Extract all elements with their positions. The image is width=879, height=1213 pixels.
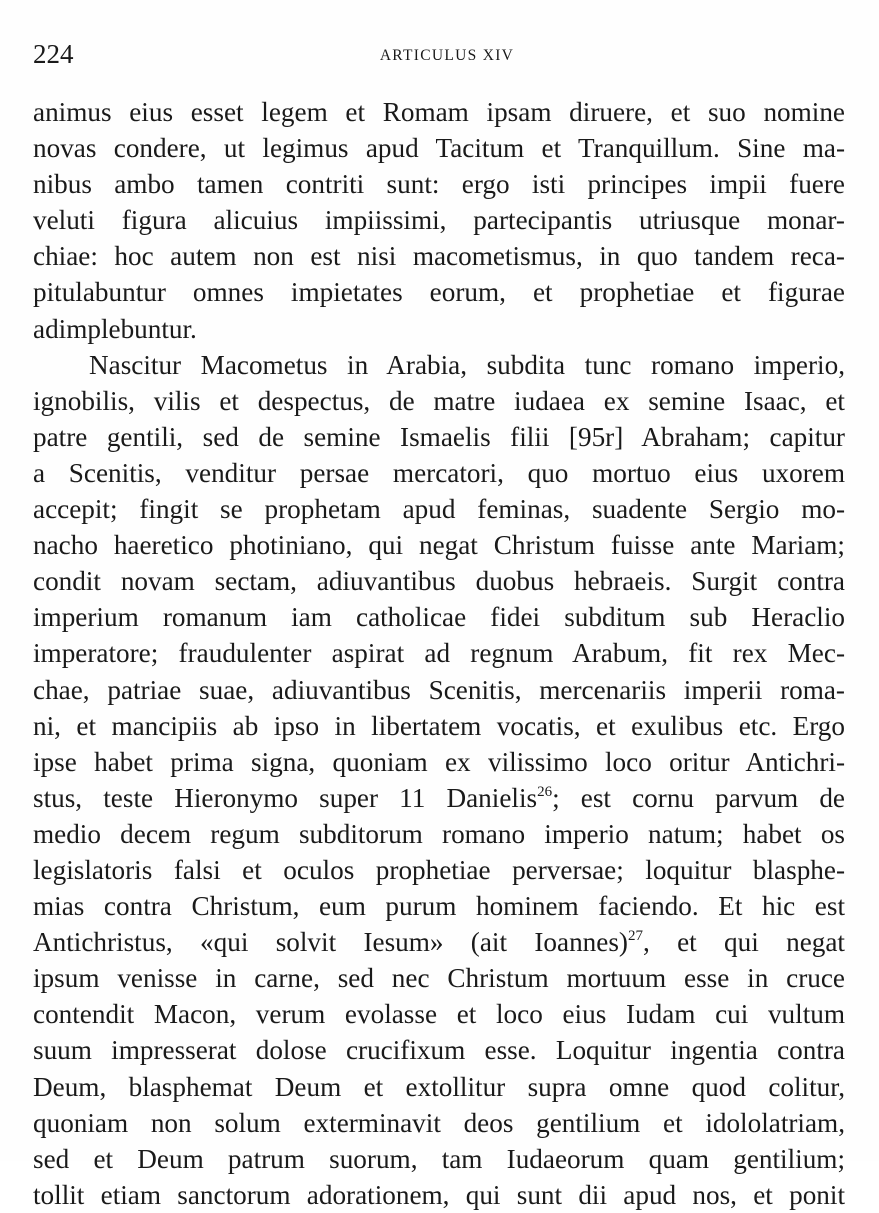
- text-line: Antichristus, «qui solvit Iesum» (ait Ioannes)$^{27}$, et qui negat: [33, 927, 845, 958]
- text-line: ipse habet prima signa, quoniam ex vilissimo loco oritur Antichri-: [33, 746, 845, 777]
- text-line: stus, teste Hieronymo super 11 Danielis$^{26}$; est cornu parvum de: [33, 782, 845, 813]
- text-line: imperatore; fraudulenter aspirat ad regnum Arabum, fit rex Mec-: [33, 638, 845, 669]
- text-line: veluti figura alicuius impiissimi, partecipantis utriusque monar-: [33, 205, 845, 236]
- text-line: novas condere, ut legimus apud Tacitum et Tranquillum. Sine ma-: [33, 133, 845, 164]
- text-line: ni, et mancipiis ab ipso in libertatem vocatis, et exulibus etc. Ergo: [33, 710, 845, 741]
- text-line: nacho haeretico photiniano, qui negat Christum fuisse ante Mariam;: [33, 530, 845, 561]
- text-line: imperium romanum iam catholicae fidei subditum sub Heraclio: [33, 602, 845, 633]
- text-line: quoniam non solum exterminavit deos gentilium et idololatriam,: [33, 1107, 845, 1138]
- text-line: medio decem regum subditorum romano imperio natum; habet os: [33, 818, 845, 849]
- text-line: chae, patriae suae, adiuvantibus Scenitis, mercenariis imperii roma-: [33, 674, 845, 705]
- text-line: sed et Deum patrum suorum, tam Iudaeorum quam gentilium;: [33, 1143, 845, 1174]
- text-line: animus eius esset legem et Romam ipsam diruere, et suo nomine: [33, 97, 845, 127]
- page-header: [33, 37, 845, 77]
- text-line: Deum, blasphemat Deum et extollitur supra omne quod colitur,: [33, 1071, 845, 1102]
- text-line: legislatoris falsi et oculos prophetiae perversae; loquitur blasphe-: [33, 854, 845, 885]
- text-line: a Scenitis, venditur persae mercatori, quo mortuo eius uxorem: [33, 457, 845, 488]
- body-text: [33, 94, 845, 1213]
- text-line: nibus ambo tamen contriti sunt: ergo isti principes impii fuere: [33, 169, 845, 200]
- text-line: ipsum venisse in carne, sed nec Christum mortuum esse in cruce: [33, 963, 845, 994]
- text-line: ignobilis, vilis et despectus, de matre iudaea ex semine Isaac, et: [33, 385, 845, 416]
- text-line: tollit etiam sanctorum adorationem, qui sunt dii apud nos, et ponit: [33, 1179, 845, 1210]
- text-line: accepit; fingit se prophetam apud feminas, suadente Sergio mo-: [33, 494, 845, 525]
- footnote-ref-26[interactable]: 26: [537, 783, 553, 800]
- text-line: pitulabuntur omnes impietates eorum, et prophetiae et figurae: [33, 277, 845, 308]
- text-line: contendit Macon, verum evolasse et loco eius Iudam cui vultum: [33, 999, 845, 1030]
- paragraph-first-line: Nascitur Macometus in Arabia, subdita tunc romano imperio,: [89, 349, 845, 380]
- text-line: mias contra Christum, eum purum hominem faciendo. Et hic est: [33, 891, 845, 922]
- paragraph-end-line: adimplebuntur.: [33, 313, 197, 344]
- running-head: ARTICULUS XIV: [379, 47, 515, 64]
- page-number: 224: [33, 39, 74, 69]
- footnote-ref-27[interactable]: 27: [627, 928, 643, 945]
- text-line: condit novam sectam, adiuvantibus duobus hebraeis. Surgit contra: [33, 566, 845, 597]
- text-line: chiae: hoc autem non est nisi macometismus, in quo tandem reca-: [33, 241, 845, 272]
- text-line: patre gentili, sed de semine Ismaelis filii [95r] Abraham; capitur: [33, 421, 845, 452]
- text-line: suum impresserat dolose crucifixum esse. Loquitur ingentia contra: [33, 1035, 845, 1066]
